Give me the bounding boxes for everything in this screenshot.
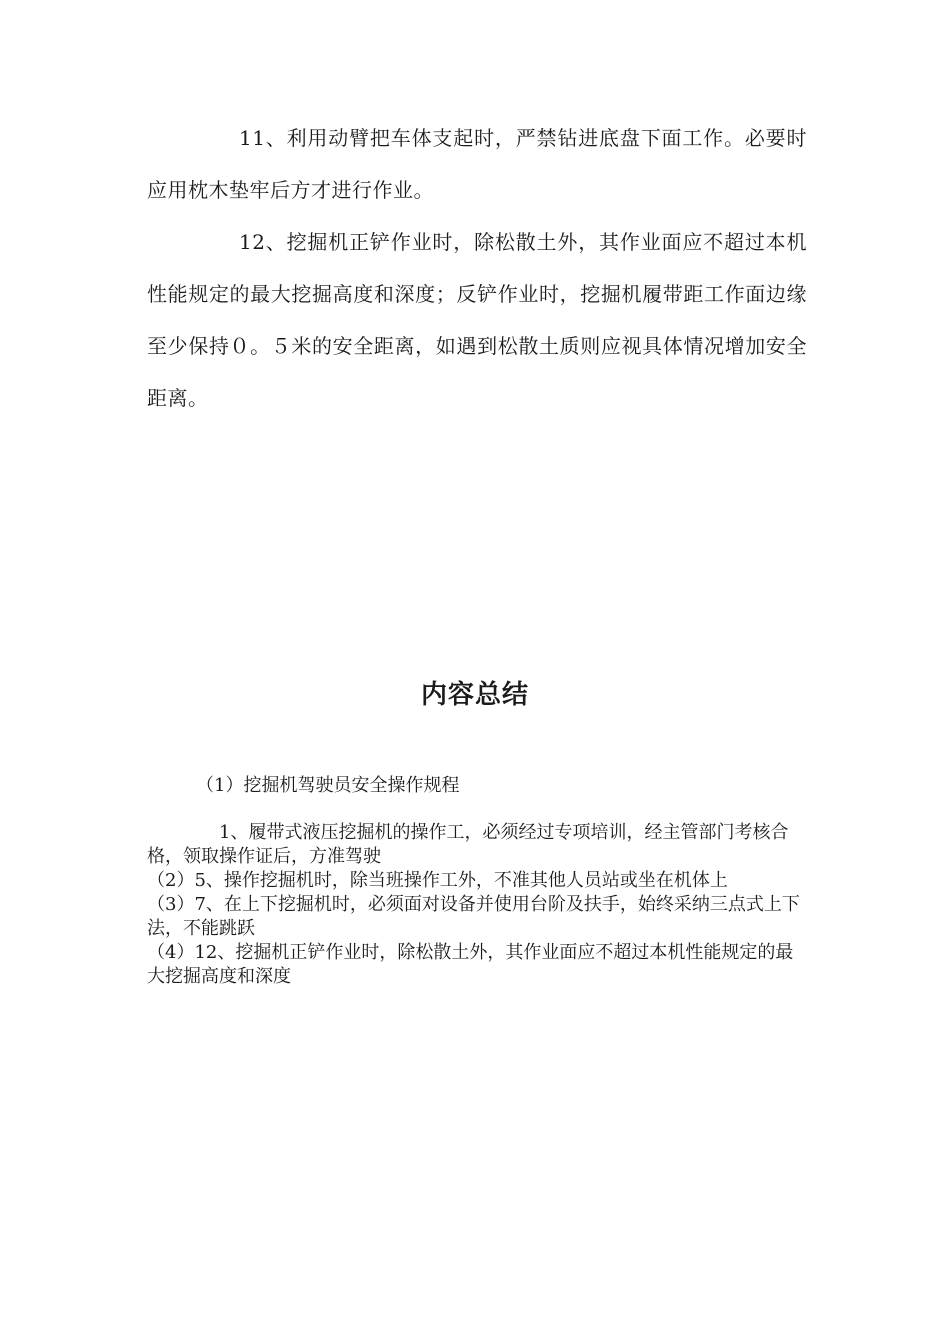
summary-item: （2）5、操作挖掘机时，除当班操作工外，不准其他人员站或坐在机体上 bbox=[147, 870, 728, 891]
summary-title: 内容总结 bbox=[420, 680, 529, 710]
paragraph-12: 12、挖掘机正铲作业时，除松散土外，其作业面应不超过本机性能规定的最大挖掘高度和深度；反铲作业时，挖掘机履带距工作面边缘至少保持０。５米的安全距离，如遇到松散土质则应视具体情况增加安全距离。 bbox=[147, 230, 807, 410]
paragraph-11: 11、利用动臂把车体支起时，严禁钻进底盘下面工作。必要时应用枕木垫牢后方才进行作业。 bbox=[147, 126, 807, 202]
summary-item: （4）12、挖掘机正铲作业时，除松散土外，其作业面应不超过本机性能规定的最大挖掘高度和深度 bbox=[147, 942, 794, 987]
summary-list bbox=[147, 821, 807, 989]
summary-heading: （1）挖掘机驾驶员安全操作规程 bbox=[196, 775, 460, 796]
summary-item: 1、履带式液压挖掘机的操作工，必须经过专项培训，经主管部门考核合格，领取操作证后，方准驾驶 bbox=[147, 822, 789, 867]
summary-item: （3）7、在上下挖掘机时，必须面对设备并使用台阶及扶手，始终采纳三点式上下法，不能跳跃 bbox=[147, 894, 800, 939]
